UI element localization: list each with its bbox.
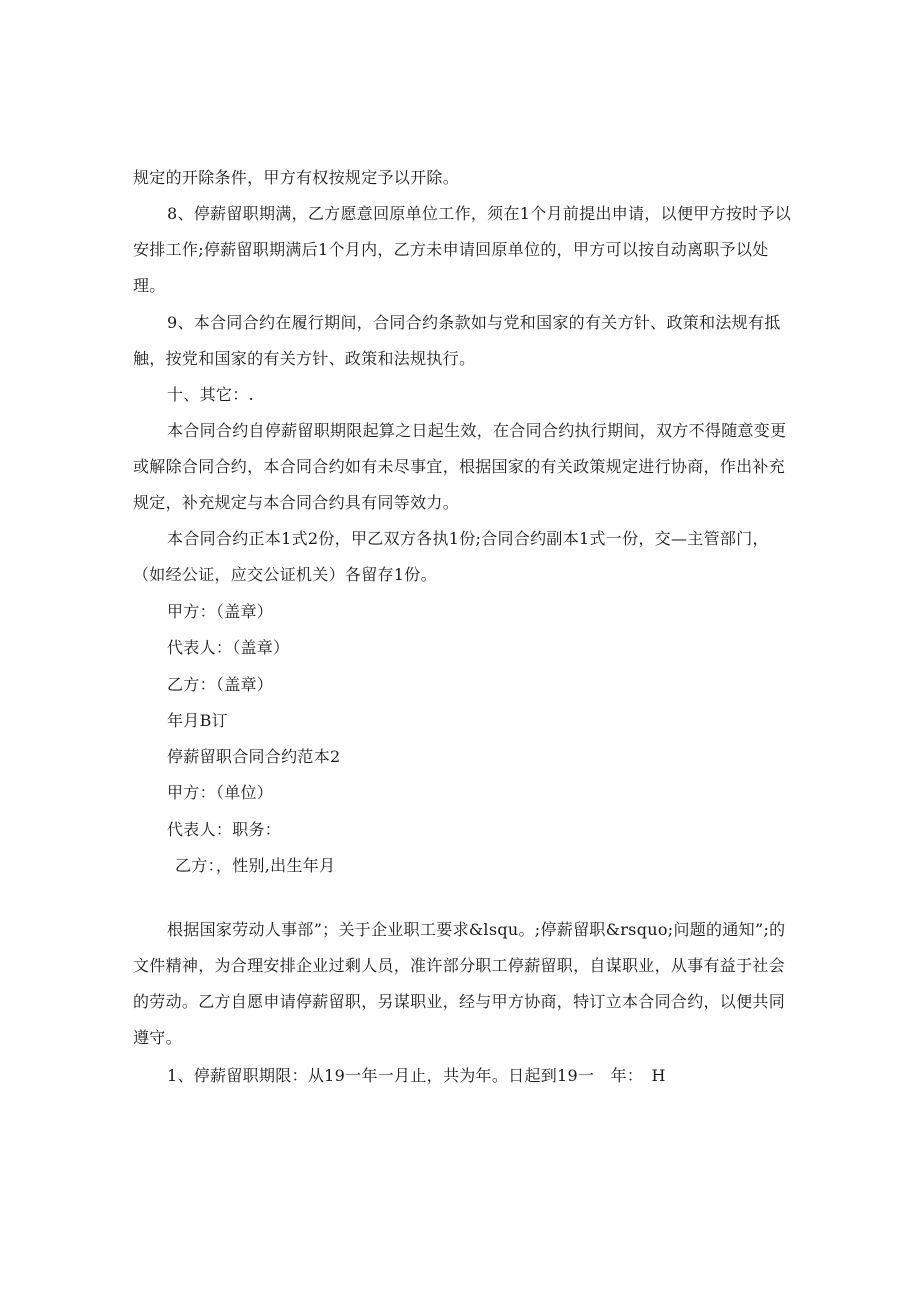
paragraph-section-10: 十、其它：. <box>167 385 254 404</box>
party-a-seal-line: 甲方：（盖章） <box>167 602 274 621</box>
paragraph-clause-1: 1、停薪留职期限：从19一年一月止，共为年。日起到19一 年： H <box>167 1066 666 1085</box>
representative-position-line: 代表人：职务： <box>167 820 282 839</box>
representative-seal-line: 代表人：（盖章） <box>167 638 290 657</box>
template-title: 停薪留职合同合约范本2 <box>167 747 341 766</box>
paragraph-effective-clause: 本合同合约自停薪留职期限起算之日起生效，在合同合约执行期间，双方不得随意变更或解除合同合约，本合同合约如有未尽事宜，根据国家的有关政策规定进行协商，作出补充规定，补充规定与本合同合约具有同等效力。 <box>133 421 787 512</box>
paragraph-dismissal-clause: 规定的开除条件，甲方有权按规定予以开除。 <box>133 168 460 187</box>
paragraph-clause-8: 8、停薪留职期满，乙方愿意回原单位工作，须在1个月前提出申请，以便甲方按时予以安排工作;停薪留职期满后1个月内，乙方未申请回原单位的，甲方可以按自动离职予以处理。 <box>133 204 792 295</box>
date-line: 年月B订 <box>167 711 228 730</box>
party-b-info-line: 乙方：，性别,出生年月 <box>175 856 336 875</box>
paragraph-preamble: 根据国家劳动人事部”；关于企业职工要求&lsqu。;停薪留职&rsquo;问题的通知”;的文件精神，为合理安排企业过剩人员，准许部分职工停薪留职，自谋职业，从事有益于社会的劳动。乙方自愿申请停薪留职，另谋职业，经与甲方协商，特订立本合同合约，以便共同遵守。 <box>133 920 786 1047</box>
party-a-unit-line: 甲方：（单位） <box>167 783 274 802</box>
paragraph-copies-clause: 本合同合约正本1式2份，甲乙双方各执1份;合同合约副本1式一份，交—主管部门，（如经公证，应交公证机关）各留存1份。 <box>133 529 769 584</box>
paragraph-clause-9: 9、本合同合约在履行期间，合同合约条款如与党和国家的有关方针、政策和法规有抵触，按党和国家的有关方针、政策和法规执行。 <box>133 313 781 368</box>
party-b-seal-line: 乙方：（盖章） <box>167 675 274 694</box>
